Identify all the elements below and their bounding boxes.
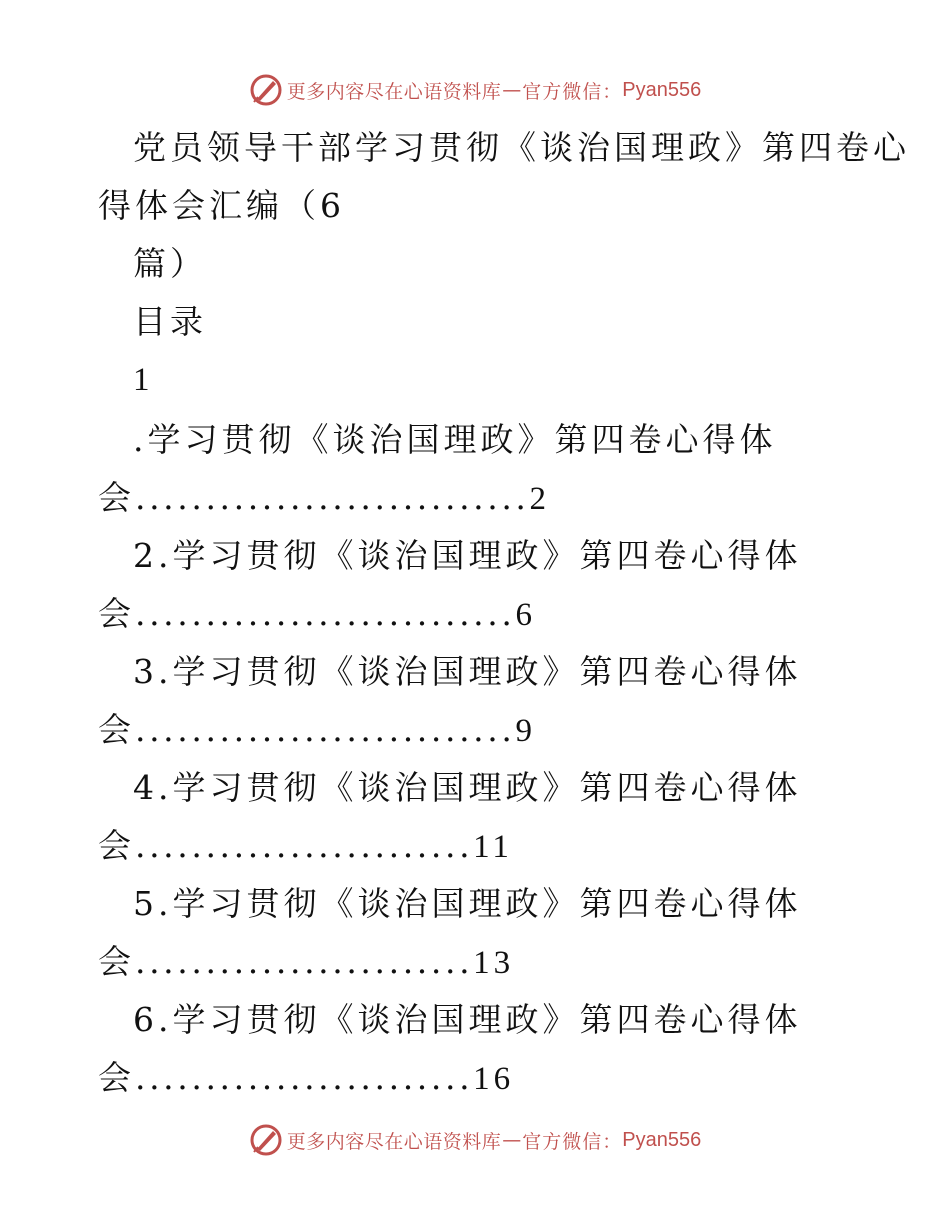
- banner-contact-label: 官方微信：: [522, 80, 623, 103]
- toc-entry-dots: ........................: [135, 942, 474, 981]
- toc-entry-text: 学习贯彻《谈治国理政》第四卷心得体: [172, 1000, 802, 1039]
- toc-entry-tail: 会: [98, 826, 135, 865]
- banner-contact-label: 官方微信：: [522, 1130, 623, 1153]
- toc-entry-page: 6: [515, 597, 536, 633]
- banner-dash: —: [502, 79, 522, 101]
- footer-banner: [0, 1120, 950, 1160]
- banner-contact-id: Pyan556: [622, 78, 702, 101]
- toc-entry-text: 学习贯彻《谈治国理政》第四卷心得体: [172, 884, 802, 923]
- toc-entry-6[interactable]: [133, 1000, 802, 1040]
- toc-entry-dots: ...........................: [135, 594, 516, 633]
- toc-entry-tail: 会: [98, 942, 135, 981]
- toc-entry-6-leader[interactable]: [98, 1058, 514, 1099]
- quill-logo-icon: [249, 73, 283, 107]
- toc-entry-dots: ........................: [135, 826, 474, 865]
- toc-entry-4-leader[interactable]: [98, 826, 513, 867]
- banner-site-text: 更多内容尽在心语资料库: [286, 80, 502, 103]
- toc-entry-page: 13: [473, 945, 515, 981]
- banner-contact-id: Pyan556: [622, 1128, 702, 1151]
- toc-entry-1-leader[interactable]: [98, 478, 550, 519]
- toc-entry-tail: 会: [98, 594, 135, 633]
- toc-entry-5-leader[interactable]: [98, 942, 514, 983]
- toc-entry-tail: 会: [98, 710, 135, 749]
- toc-entry-text: 学习贯彻《谈治国理政》第四卷心得体: [172, 652, 802, 691]
- toc-entry-prefix: 6.: [133, 1000, 173, 1039]
- toc-entry-prefix: 4.: [133, 768, 173, 807]
- toc-entry-text: 学习贯彻《谈治国理政》第四卷心得体: [172, 536, 802, 575]
- toc-entry-2-leader[interactable]: [98, 594, 536, 635]
- toc-entry-page: 9: [515, 713, 536, 749]
- toc-entry-page: 11: [473, 829, 513, 865]
- toc-entry-dots: ........................: [135, 1058, 474, 1097]
- toc-entry-prefix: .: [133, 420, 148, 459]
- toc-entry-tail: 会: [98, 1058, 135, 1097]
- banner-site-text: 更多内容尽在心语资料库: [286, 1130, 502, 1153]
- toc-entry-1[interactable]: [133, 420, 777, 460]
- toc-entry-3-leader[interactable]: [98, 710, 536, 751]
- toc-entry-page: 2: [529, 481, 551, 517]
- toc-first-number: 1: [133, 362, 154, 398]
- toc-entry-tail: 会: [98, 478, 135, 517]
- toc-entry-5[interactable]: [133, 884, 802, 924]
- toc-entry-page: 16: [473, 1061, 515, 1097]
- toc-entry-2[interactable]: [133, 536, 802, 576]
- toc-entry-dots: ............................: [135, 478, 530, 517]
- doc-title-line-2: 得体会汇编（6: [98, 186, 345, 225]
- doc-title-line-1: 党员领导干部学习贯彻《谈治国理政》第四卷心: [133, 128, 910, 167]
- toc-entry-text: 学习贯彻《谈治国理政》第四卷心得体: [147, 420, 777, 459]
- toc-entry-dots: ...........................: [135, 710, 516, 749]
- toc-heading: 目录: [133, 302, 207, 341]
- toc-entry-4[interactable]: [133, 768, 802, 808]
- banner-dash: —: [502, 1129, 522, 1151]
- toc-entry-prefix: 5.: [133, 884, 173, 923]
- toc-entry-text: 学习贯彻《谈治国理政》第四卷心得体: [172, 768, 802, 807]
- doc-title-line-3: 篇）: [133, 244, 207, 283]
- toc-entry-prefix: 2.: [133, 536, 173, 575]
- quill-logo-icon: [249, 1123, 283, 1157]
- toc-entry-prefix: 3.: [133, 652, 173, 691]
- header-banner: [0, 70, 950, 110]
- toc-entry-3[interactable]: [133, 652, 802, 692]
